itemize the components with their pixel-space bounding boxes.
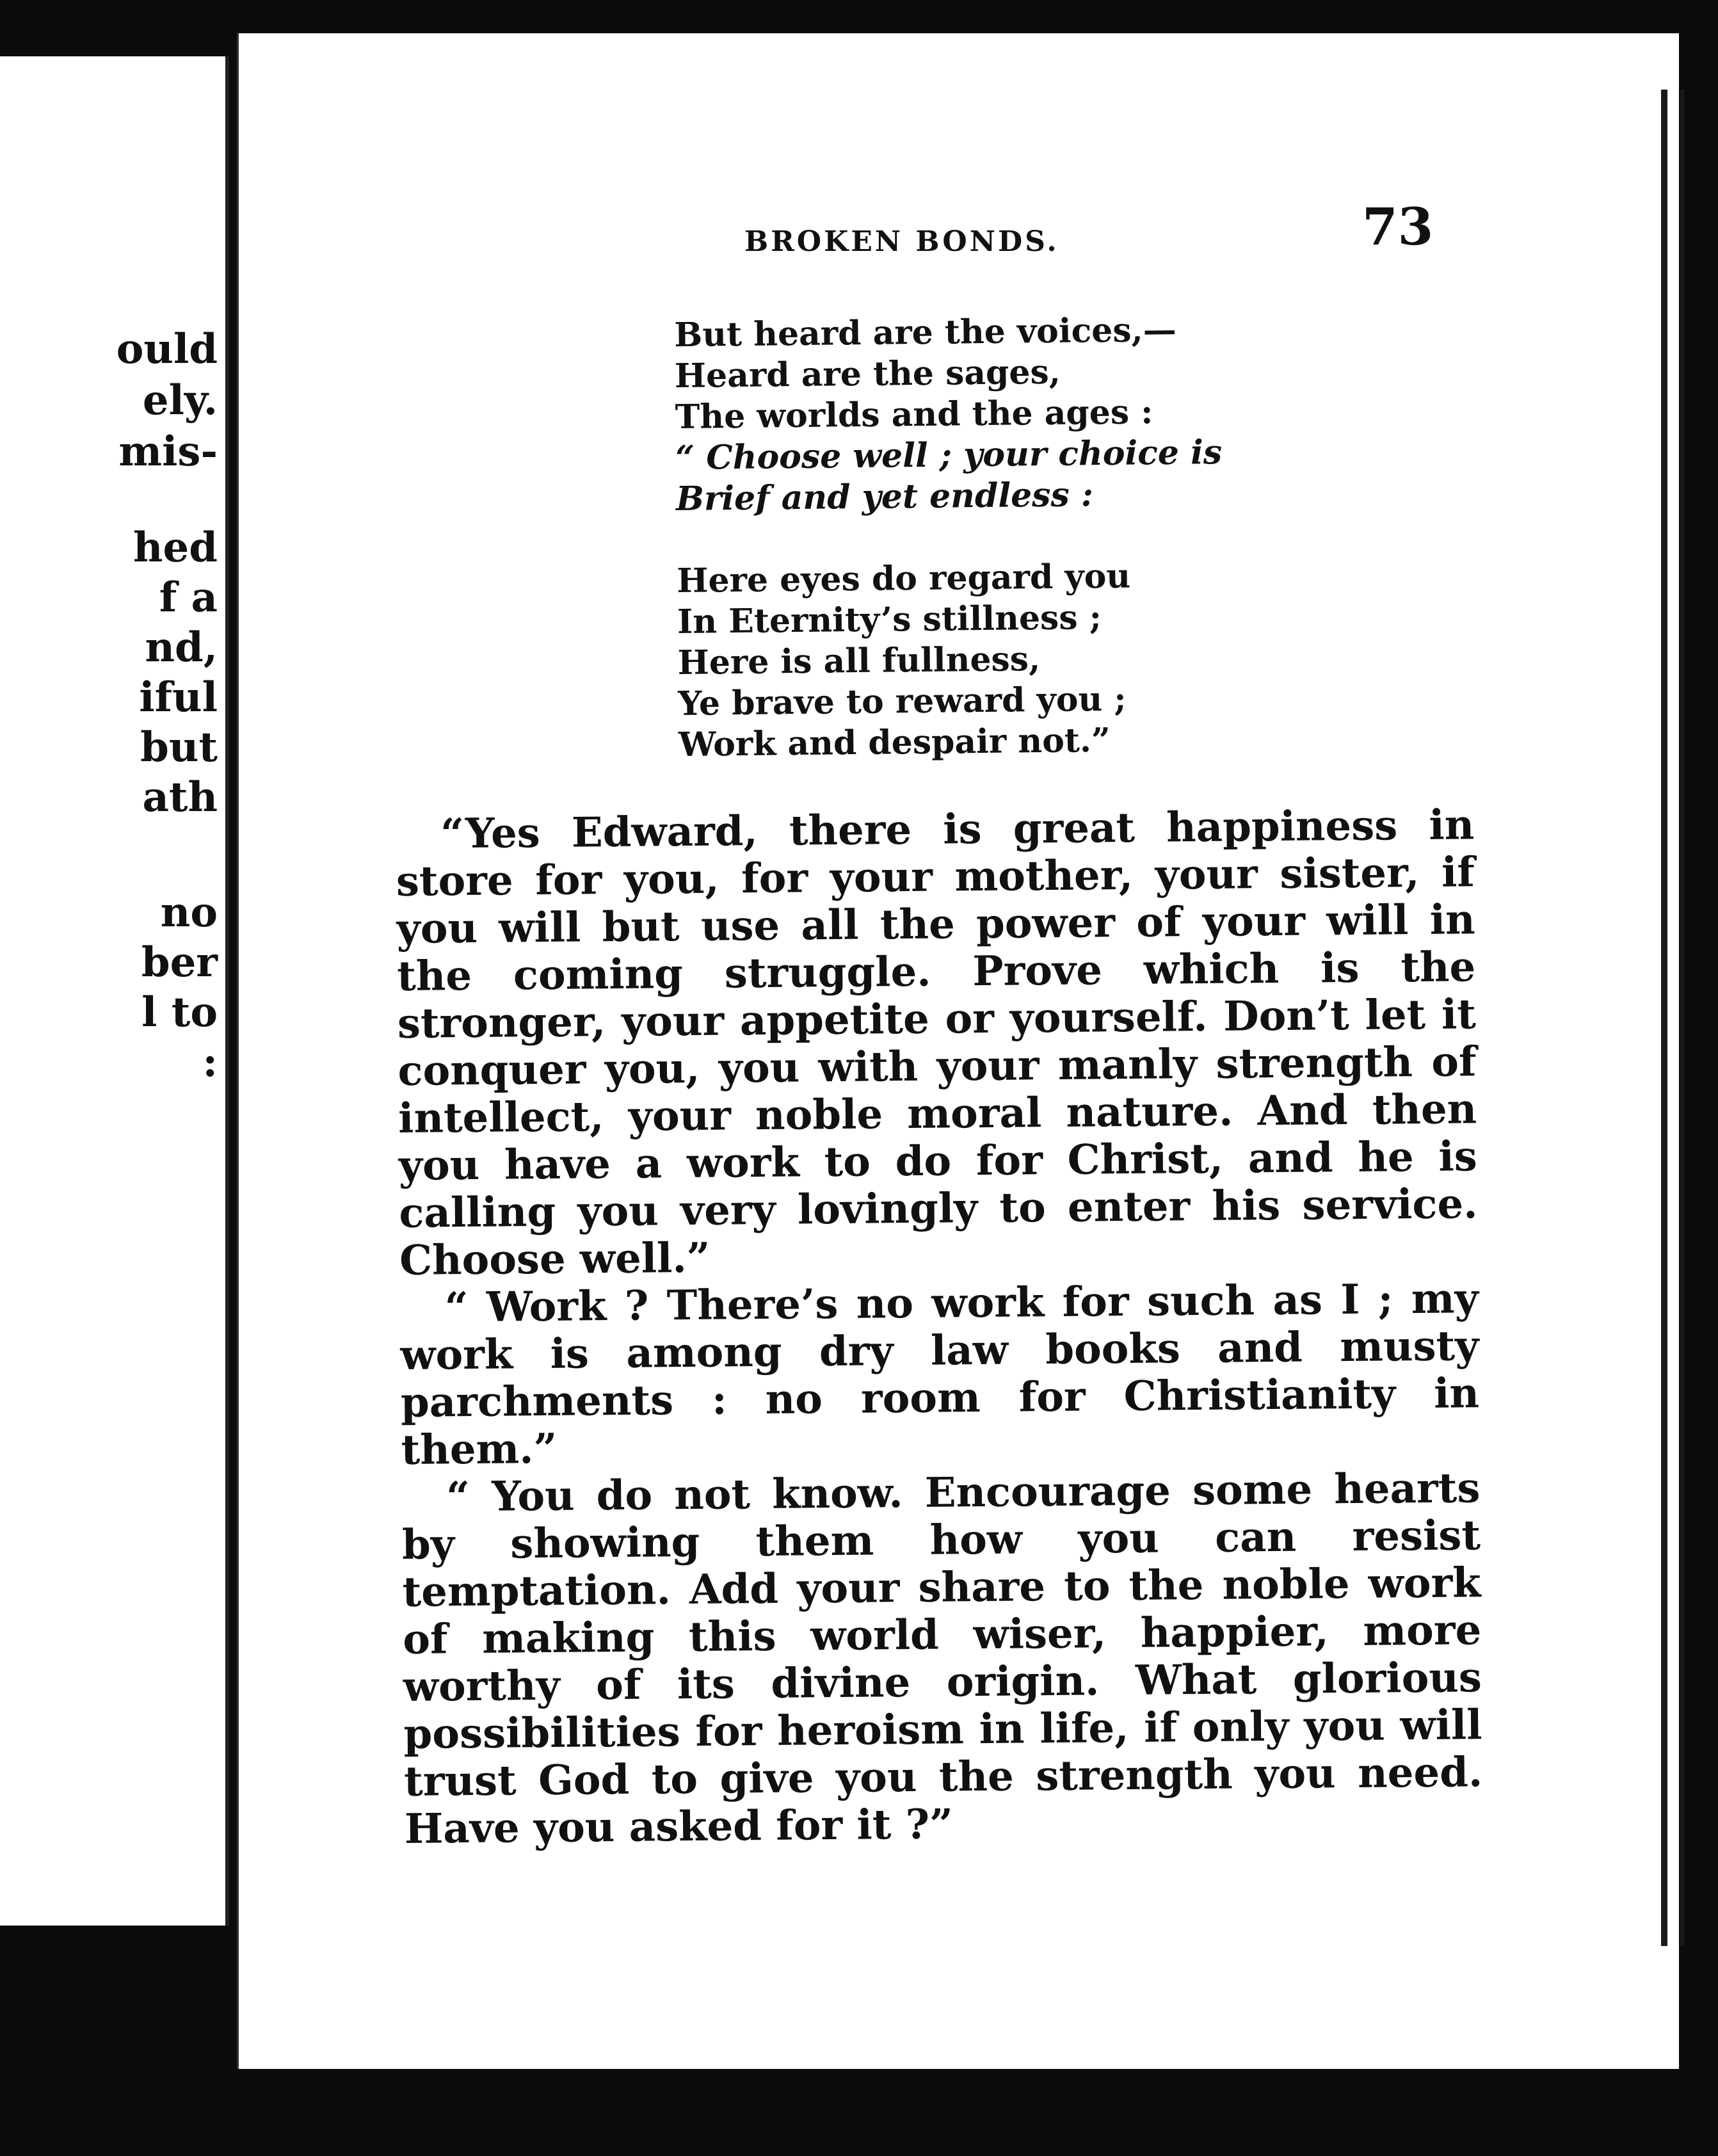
left-page-text-fragment: ely. [142,376,218,424]
left-page-text-fragment: hed [133,524,218,572]
left-page-text-fragment: mis- [118,428,218,476]
poem-line: But heard are the voices,— [674,310,1177,355]
left-page-text-fragment: no [160,889,218,937]
poem-line: Here is all fullness, [677,640,1041,682]
body-text [396,801,1483,1853]
left-page-text-fragment: : [202,1038,218,1086]
paragraph: “Yes Edward, there is great happiness in store for you, for your mother, your sister, if you will but use all the power of your will in the coming struggle. Prove which is the stronger, your appetite or yourself. Don’t let it conquer you, you with your manly strength of intellect, your noble moral nature. And then you have a work to do for Christ, and he is calling you very lovingly to enter his service. Choose well.” [396,801,1478,1285]
poem-line: In Eternity’s stillness ; [677,598,1102,641]
poem-line: The worlds and the ages : [675,392,1153,437]
poem-line: Work and despair not.” [678,720,1111,764]
left-page-text-fragment: l to [141,988,218,1036]
page-number: 73 [1362,197,1434,257]
poem-line: Here eyes do regard you [677,556,1131,600]
poem-line: Ye brave to reward you ; [678,679,1127,723]
poem-stanza [674,309,1223,520]
page-edge-divider [1661,90,1667,1946]
left-page-text-fragment: ber [141,938,218,986]
poem [674,309,1226,807]
poem-line: Brief and yet endless : [675,475,1094,519]
left-page-text-fragment: ath [142,773,218,821]
left-page-text-fragment: f a [159,574,218,622]
left-page-text-fragment: iful [139,673,218,721]
running-head: BROKEN BONDS. [744,225,1059,258]
left-page-text-fragment: ould [116,325,218,373]
left-page-text-fragment: nd, [145,623,218,672]
paragraph: “ You do not know. Encourage some hearts by showing them how you can resist temptation. Add your share to the noble work of making this world wiser, happier, more worthy of its divine origin. What glorious possibilities for heroism in life, if only you will trust God to give you the strength you need. Have you asked for it ?” [401,1464,1483,1853]
poem-stanza [677,555,1225,766]
paragraph: “ Work ? There’s no work for such as I ; my work is among dry law books and musty parchments : no room for Christianity in them.” [400,1275,1480,1474]
left-page-fragment [0,56,229,1926]
poem-line: Heard are the sages, [674,352,1061,396]
poem-line: “ Choose well ; your choice is [675,433,1223,478]
book-page [237,33,1679,2069]
page-edge-divider [1680,90,1684,1946]
left-page-text-fragment: but [140,723,218,771]
